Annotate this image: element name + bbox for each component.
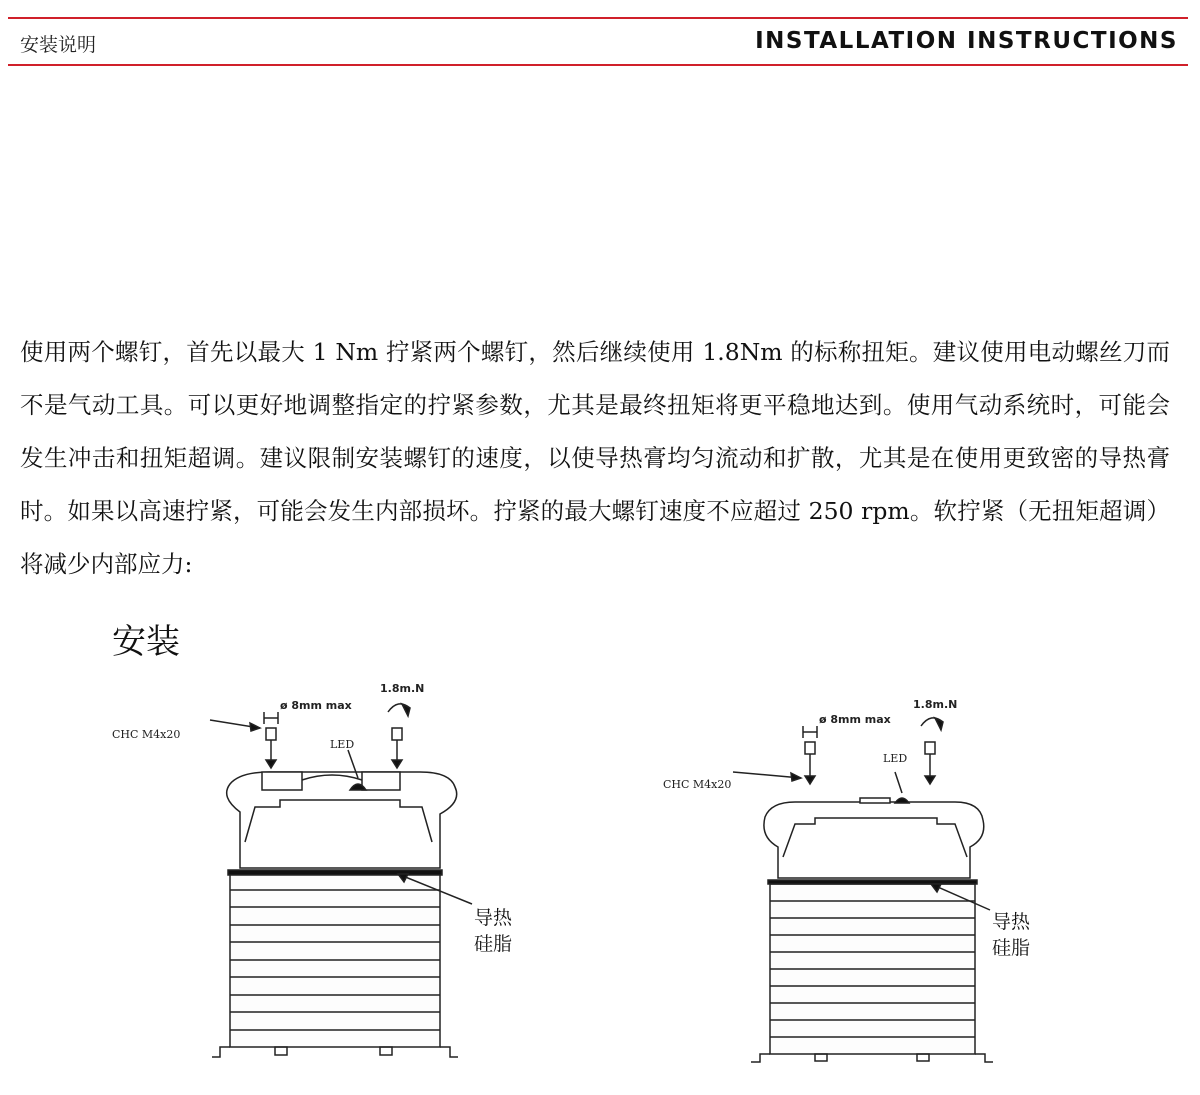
header-rule-top: [8, 17, 1188, 19]
instruction-paragraph: 使用两个螺钉，首先以最大 1 Nm 拧紧两个螺钉，然后继续使用 1.8Nm 的标称扭矩。建议使用电动螺丝刀而不是气动工具。可以更好地调整指定的拧紧参数，尤其是最终扭矩将更平稳地达到。使用气动系统时，可能会发生冲击和扭矩超调。建议限制安装螺钉的速度，以使导热膏均匀流动和扩散，尤其是在使用更致密的导热膏时。如果以高速拧紧，可能会发生内部损坏。拧紧的最大螺钉速度不应超过 250 rpm。软拧紧（无扭矩超调）将减少内部应力:: [20, 338, 1170, 578]
section-title: 安装: [112, 622, 180, 662]
paste-label-line1: 导热: [992, 911, 1031, 933]
diameter-label: ø 8mm max: [280, 699, 352, 712]
screw-label: CHC M4x20: [663, 778, 732, 791]
header-title-en: INSTALLATION INSTRUCTIONS: [755, 28, 1178, 54]
installation-diagram-2: [655, 692, 1075, 1072]
led-label: LED: [883, 752, 908, 765]
header-rule-bottom: [8, 64, 1188, 66]
paste-label-line2: 硅脂: [474, 933, 513, 955]
paste-label-line1: 导热: [474, 907, 513, 929]
torque-label: 1.8m.N: [380, 682, 425, 695]
torque-label: 1.8m.N: [913, 698, 958, 711]
led-label: LED: [330, 738, 355, 751]
installation-diagram-1: [100, 672, 540, 1072]
paste-label-line2: 硅脂: [992, 937, 1031, 959]
diameter-label: ø 8mm max: [819, 713, 891, 726]
header-title-cn: 安装说明: [20, 34, 97, 56]
screw-label: CHC M4x20: [112, 728, 181, 741]
